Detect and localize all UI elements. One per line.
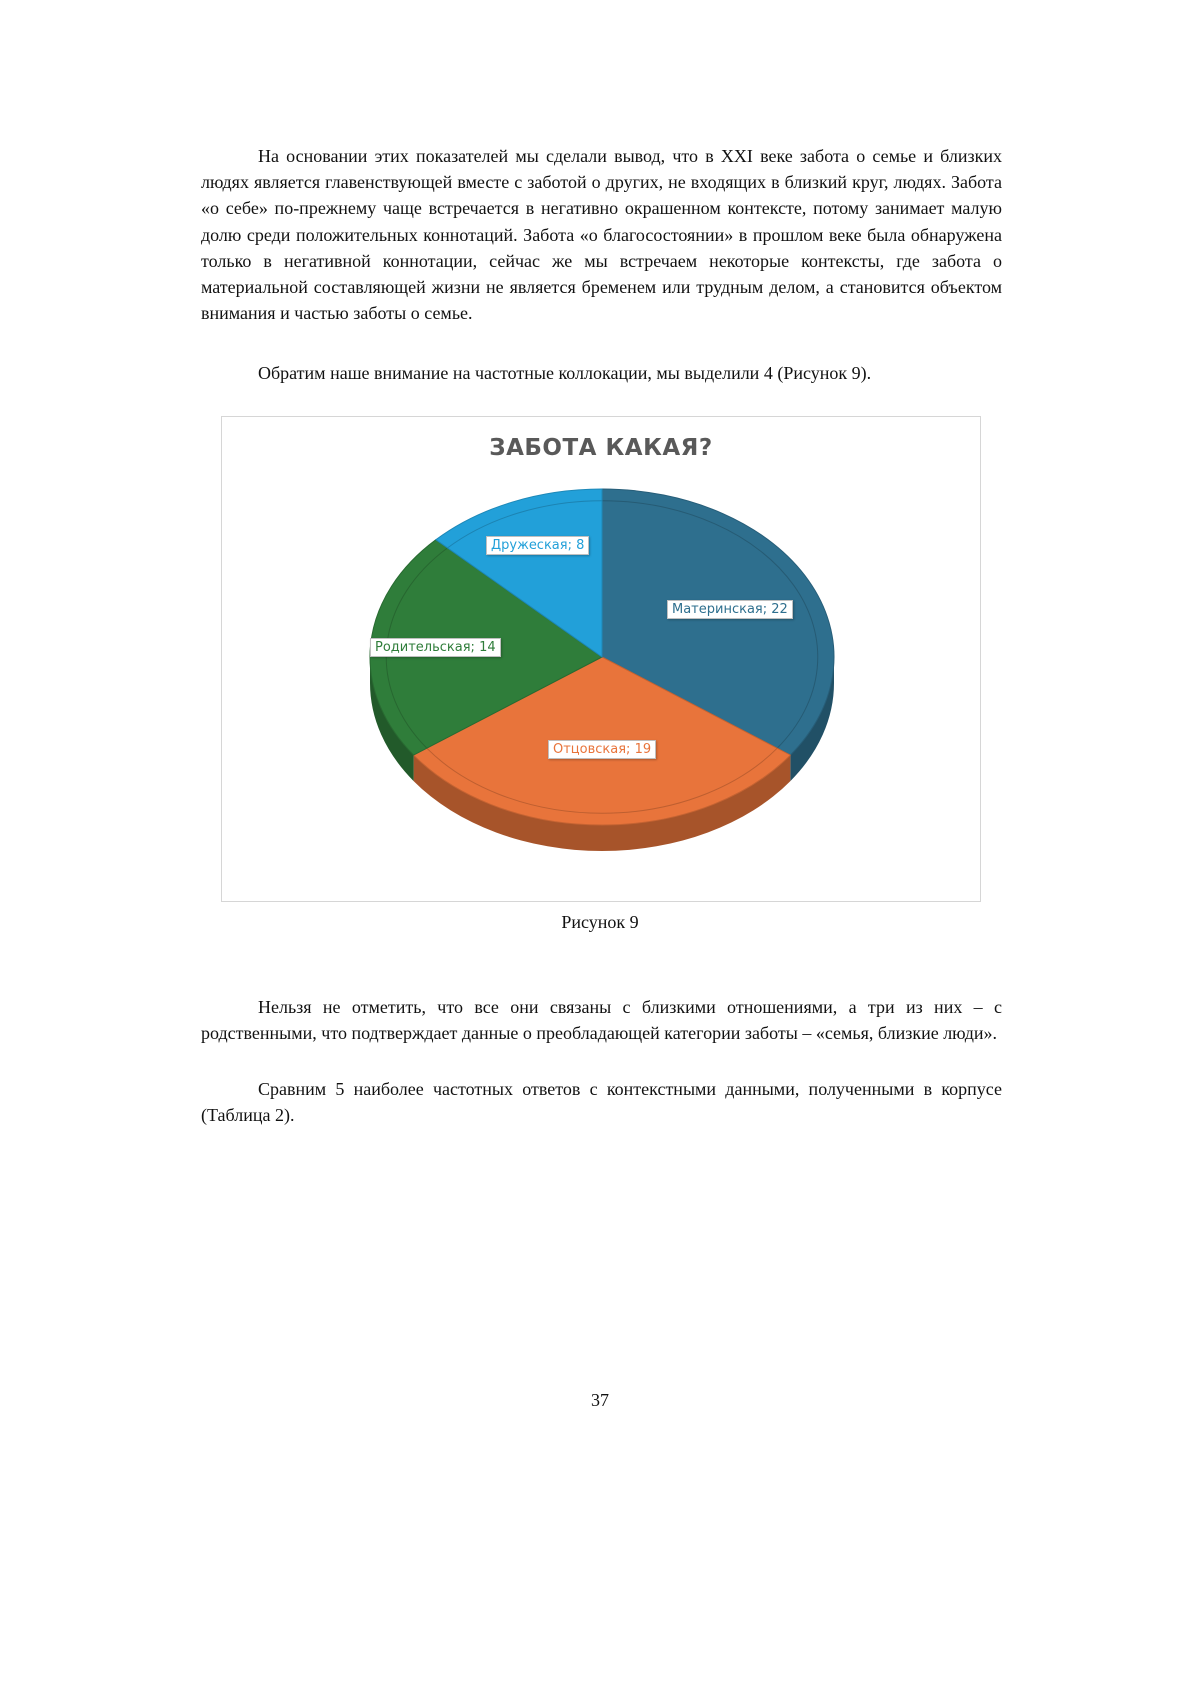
data-label-2: Отцовская; 19 — [548, 740, 656, 759]
chart-frame — [221, 416, 981, 902]
body-paragraph-2: Обратим наше внимание на частотные коллокации, мы выделили 4 (Рисунок 9). — [201, 360, 1002, 386]
chart-title: ЗАБОТА КАКАЯ? — [222, 435, 980, 461]
pie-chart — [222, 417, 982, 903]
data-label-1: Материнская; 22 — [667, 600, 793, 619]
body-paragraph-3: Нельзя не отметить, что все они связаны с близкими отношениями, а три из них – с родственными, что подтверждает данные о преобладающей категории заботы – «семья, близкие люди». — [201, 994, 1002, 1046]
data-label-3: Родительская; 14 — [370, 638, 501, 657]
body-paragraph-1: На основании этих показателей мы сделали вывод, что в XXI веке забота о семье и близких людях является главенствующей вместе с заботой о других, не входящих в близкий круг, людях. Забота «о себе» по-прежнему чаще встречается в негативно окрашенном контексте, потому занимает малую долю среди положительных коннотаций. Забота «о благосостоянии» в прошлом веке была обнаружена только в негативной коннотации, сейчас же мы встречаем некоторые контексты, где забота о материальной составляющей жизни не является бременем или трудным делом, а становится объектом внимания и частью заботы о семье. — [201, 143, 1002, 326]
figure-caption: Рисунок 9 — [0, 912, 1200, 933]
pie-slices — [370, 489, 834, 825]
data-label-4: Дружеская; 8 — [486, 536, 589, 555]
body-paragraph-4: Сравним 5 наиболее частотных ответов с контекстными данными, полученными в корпусе (Таблица 2). — [201, 1076, 1002, 1128]
page-number: 37 — [0, 1390, 1200, 1411]
